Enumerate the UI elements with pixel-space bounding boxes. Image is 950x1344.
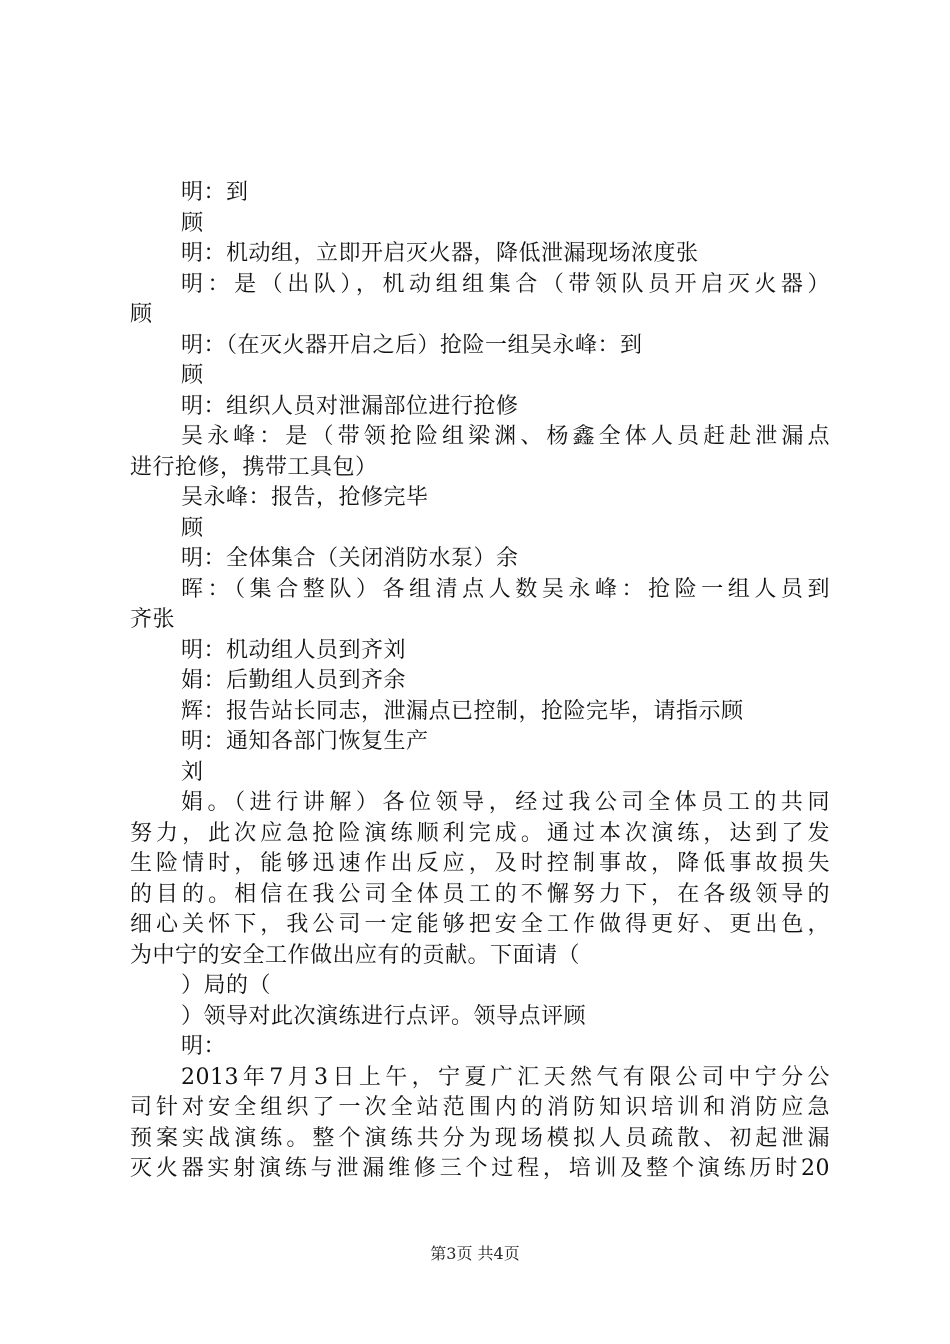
text-line: 预案实战演练。整个演练共分为现场模拟人员疏散、初起泄漏 [130,1125,830,1151]
text-line: 明：到 [181,180,249,205]
text-line: 的目的。相信在我公司全体员工的不懈努力下，在各级领导的 [130,881,830,907]
text-line: 生险情时，能够迅速作出反应，及时控制事故，降低事故损失 [130,851,830,876]
text-line: 吴永峰：报告，抢修完毕 [181,485,429,510]
text-line: 顾 [181,515,204,541]
text-line: 为中宁的安全工作做出应有的贡献。下面请（ [130,942,581,968]
text-line: 晖：（集合整队）各组清点人数吴永峰：抢险一组人员到 [181,576,830,602]
text-line: 明：组织人员对泄漏部位进行抢修 [181,393,519,419]
text-line: 吴永峰：是（带领抢险组梁渊、杨鑫全体人员赶赴泄漏点 [181,424,830,449]
text-line: 2013年7月3日上午，宁夏广汇天然气有限公司中宁分公 [181,1064,830,1090]
text-line: 明：机动组，立即开启灭火器，降低泄漏现场浓度张 [181,241,699,266]
text-line: 明：全体集合（关闭消防水泵）余 [181,546,519,571]
text-line: 明：是（出队），机动组组集合（带领队员开启灭火器） [181,271,830,297]
page-footer: 第3页 共4页 [430,1244,520,1263]
text-line: 娟。（进行讲解）各位领导，经过我公司全体员工的共同 [181,790,830,815]
text-line: 灭火器实射演练与泄漏维修三个过程，培训及整个演练历时20 [130,1156,830,1181]
text-line: 顾 [181,363,204,388]
text-line: 细心关怀下，我公司一定能够把安全工作做得更好、更出色， [130,912,830,937]
text-line: 进行抢修，携带工具包） [130,454,378,480]
text-line: 齐张 [130,607,176,632]
text-line: 明： [181,1034,227,1059]
text-line: 司针对安全组织了一次全站范围内的消防知识培训和消防应急 [130,1095,830,1120]
text-line: 明：（在灭火器开启之后）抢险一组吴永峰：到 [181,332,643,358]
text-line: 刘 [181,759,204,785]
text-line: 顾 [130,302,153,327]
text-line: ）局的（ [181,973,272,998]
text-line: 顾 [181,210,204,236]
text-line: 明：机动组人员到齐刘 [181,637,407,663]
text-line: ）领导对此次演练进行点评。领导点评顾 [181,1003,587,1029]
text-line: 娟：后勤组人员到齐余 [181,668,407,693]
text-line: 明：通知各部门恢复生产 [181,729,429,754]
text-line: 努力，此次应急抢险演练顺利完成。通过本次演练，达到了发 [130,820,830,846]
text-line: 辉：报告站长同志，泄漏点已控制，抢险完毕，请指示顾 [181,698,744,724]
